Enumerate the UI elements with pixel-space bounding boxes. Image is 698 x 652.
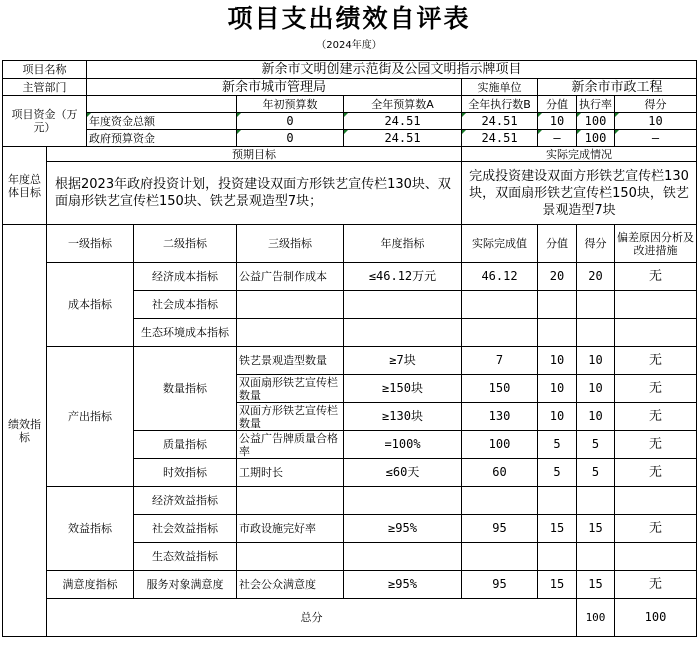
indicator-actual: 150 [462,375,538,403]
total-points: 100 [577,599,615,637]
level2-social-benefit: 社会效益指标 [134,515,237,543]
perf-header-score: 得分 [577,225,615,263]
indicator-score: 10 [577,375,615,403]
indicator-note: 无 [615,375,697,403]
indicator-actual: 95 [462,571,538,599]
funds-row-initial: 0 [237,130,344,147]
funds-header-exec: 全年执行数B [462,96,538,113]
perf-header-points: 分值 [538,225,577,263]
indicator-name: 工期时长 [237,459,344,487]
indicator-actual: 7 [462,347,538,375]
indicator-note: 无 [615,459,697,487]
level2-eco-cost: 生态环境成本指标 [134,319,237,347]
indicator-target: =100% [344,431,462,459]
actual-completion-header: 实际完成情况 [462,147,697,162]
indicator-points: 15 [538,571,577,599]
level1-cost: 成本指标 [47,263,134,347]
level2-eco-benefit: 生态效益指标 [134,543,237,571]
indicator-note: 无 [615,263,697,291]
indicator-name: 铁艺景观造型数量 [237,347,344,375]
indicator-name: 公益广告制作成本 [237,263,344,291]
indicator-actual: 95 [462,515,538,543]
indicator-points: 20 [538,263,577,291]
funds-corner [87,96,237,113]
funds-row-score: 10 [615,113,697,130]
indicator-target: ≥130块 [344,403,462,431]
level2-social-cost: 社会成本指标 [134,291,237,319]
funds-row-points: 10 [538,113,577,130]
total-label: 总分 [47,599,577,637]
indicator-note: 无 [615,515,697,543]
dept-value: 新余市城市管理局 [87,79,462,96]
indicator-points: 5 [538,431,577,459]
indicator-points: 5 [538,459,577,487]
project-name-label: 项目名称 [3,61,87,79]
indicator-target: ≥95% [344,571,462,599]
indicator-target: ≥7块 [344,347,462,375]
year-label: （2024年度） [316,40,382,51]
page-title: 项目支出绩效自评表 [227,4,471,33]
funds-row-score: — [615,130,697,147]
indicator-actual: 100 [462,431,538,459]
perf-header-level2: 二级指标 [134,225,237,263]
perf-header-actual: 实际完成值 [462,225,538,263]
indicator-points: 10 [538,347,577,375]
funds-header-points: 分值 [538,96,577,113]
level2-service: 服务对象满意度 [134,571,237,599]
indicator-name: 社会公众满意度 [237,571,344,599]
indicator-note: 无 [615,571,697,599]
dept-label: 主管部门 [3,79,87,96]
funds-row-initial: 0 [237,113,344,130]
level2-quantity: 数量指标 [134,347,237,431]
indicator-target: ≤60天 [344,459,462,487]
indicator-actual: 130 [462,403,538,431]
funds-header-full: 全年预算数A [344,96,462,113]
expected-goal-header: 预期目标 [47,147,462,162]
funds-row-name: 政府预算资金 [87,130,237,147]
actual-completion-text: 完成投资建设双面方形铁艺宣传栏130块，双面扇形铁艺宣传栏150块，铁艺景观造型7块 [462,162,697,225]
indicator-target: ≥95% [344,515,462,543]
level1-satisfaction: 满意度指标 [47,571,134,599]
level2-economic-benefit: 经济效益指标 [134,487,237,515]
indicator-score: 15 [577,571,615,599]
indicator-actual: 60 [462,459,538,487]
perf-header-target: 年度指标 [344,225,462,263]
level1-benefit: 效益指标 [47,487,134,571]
funds-header-rate: 执行率 [577,96,615,113]
level2-quality: 质量指标 [134,431,237,459]
funds-row-exec: 24.51 [462,130,538,147]
impl-label: 实施单位 [462,79,538,96]
indicator-score: 5 [577,459,615,487]
indicator-name: 市政设施完好率 [237,515,344,543]
indicator-target: ≥150块 [344,375,462,403]
funds-row-name: 年度资金总额 [87,113,237,130]
indicator-name: 双面扇形铁艺宣传栏数量 [237,375,344,403]
level2-economic-cost: 经济成本指标 [134,263,237,291]
funds-row-full: 24.51 [344,113,462,130]
indicator-score: 10 [577,403,615,431]
funds-header-initial: 年初预算数 [237,96,344,113]
indicator-note: 无 [615,403,697,431]
funds-row-rate: 100 [577,113,615,130]
evaluation-table [2,60,697,637]
level2-timeliness: 时效指标 [134,459,237,487]
annual-goal-label: 年度总体目标 [3,147,47,225]
funds-header-score: 得分 [615,96,697,113]
impl-value: 新余市市政工程 [538,79,697,96]
indicator-score: 5 [577,431,615,459]
indicator-note: 无 [615,347,697,375]
perf-label: 绩效指标 [3,225,47,637]
indicator-points: 10 [538,375,577,403]
perf-header-level1: 一级指标 [47,225,134,263]
indicator-points: 10 [538,403,577,431]
indicator-score: 20 [577,263,615,291]
total-score: 100 [615,599,697,637]
indicator-score: 10 [577,347,615,375]
funds-row-rate: 100 [577,130,615,147]
project-name: 新余市文明创建示范街及公园文明指示牌项目 [87,61,697,79]
perf-header-note: 偏差原因分析及改进措施 [615,225,697,263]
indicator-name: 双面方形铁艺宣传栏数量 [237,403,344,431]
indicator-score: 15 [577,515,615,543]
funds-row-exec: 24.51 [462,113,538,130]
expected-goal-text: 根据2023年政府投资计划，投资建设双面方形铁艺宣传栏130块、双面扇形铁艺宣传栏150块、铁艺景观造型7块； [47,162,462,225]
indicator-name: 公益广告牌质量合格率 [237,431,344,459]
funds-row-points: — [538,130,577,147]
indicator-actual: 46.12 [462,263,538,291]
indicator-points: 15 [538,515,577,543]
indicator-note: 无 [615,431,697,459]
level1-output: 产出指标 [47,347,134,487]
funds-row-full: 24.51 [344,130,462,147]
funds-label: 项目资金（万元） [3,96,87,147]
indicator-target: ≤46.12万元 [344,263,462,291]
perf-header-level3: 三级指标 [237,225,344,263]
